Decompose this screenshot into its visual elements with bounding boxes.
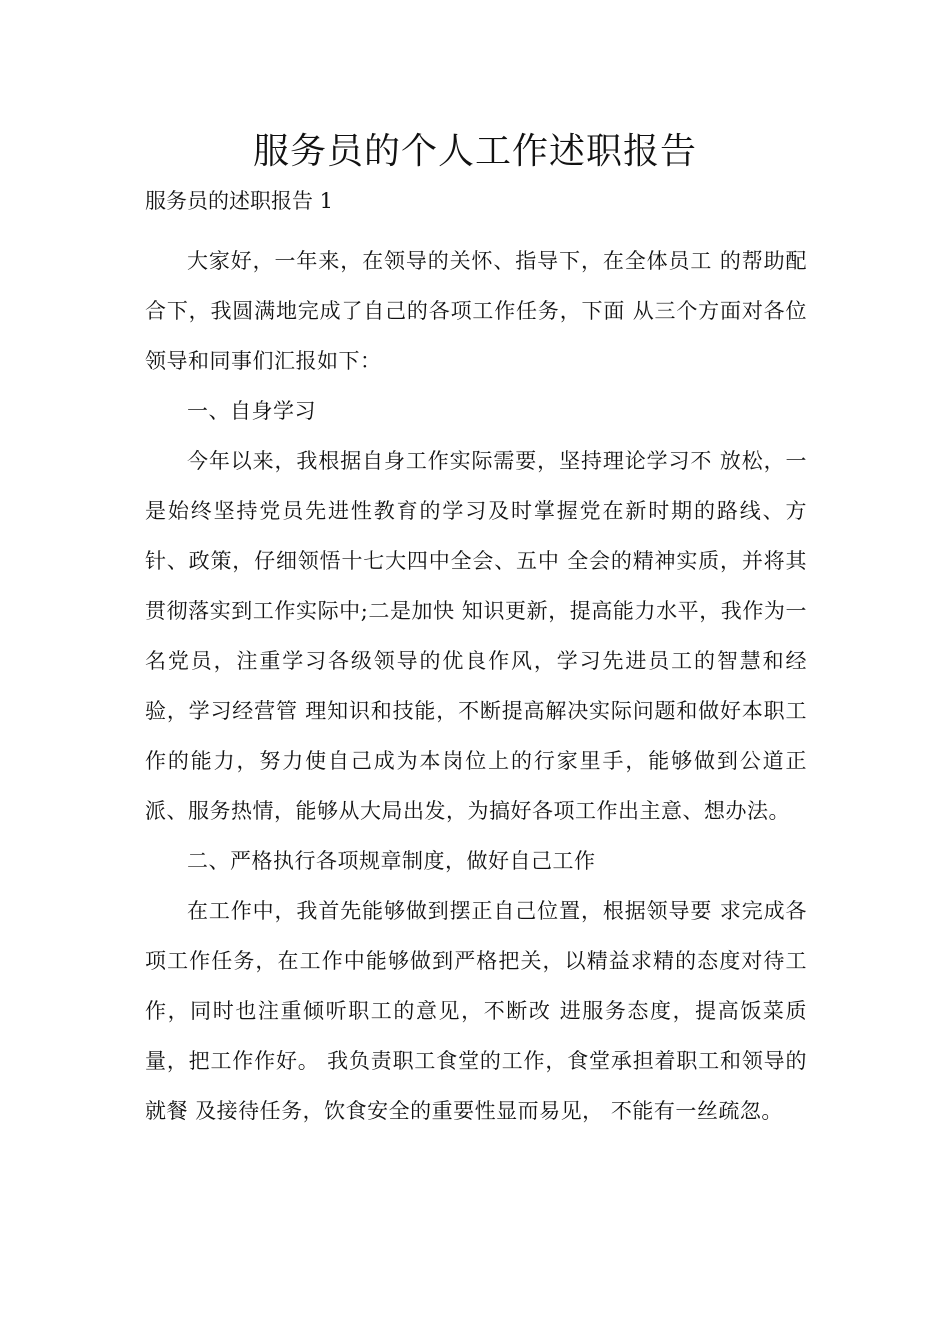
paragraph-self-study: 今年以来，我根据自身工作实际需要，坚持理论学习不 放松，一是始终坚持党员先进性教育的学习及时掌握党在新时期的路线、方针、政策，仔细领悟十七大四中全会、五中 全会的精神实质，并将其贯彻落实到工作实际中;二是加快 知识更新，提高能力水平，我作为一名党员，注重学习各级领导的优良作风，学习先进员工的智慧和经验，学习经营管 理知识和技能，不断提高解决实际问题和做好本职工作的能力，努力使自己成为本岗位上的行家里手，能够做到公道正派、服务热情，能够从大局出发，为搞好各项工作出主意、想办法。: [145, 449, 807, 823]
section-heading-2: 二、严格执行各项规章制度，做好自己工作: [187, 849, 596, 873]
document-subtitle: 服务员的述职报告 1: [145, 189, 334, 213]
document-title: 服务员的个人工作述职报告: [252, 131, 697, 172]
document-body: [145, 236, 807, 1136]
section-heading-1: 一、自身学习: [187, 399, 316, 423]
paragraph-intro: 大家好，一年来，在领导的关怀、指导下，在全体员工 的帮助配合下，我圆满地完成了自己的各项工作任务，下面 从三个方面对各位领导和同事们汇报如下：: [145, 249, 807, 373]
paragraph-work: 在工作中，我首先能够做到摆正自己位置，根据领导要 求完成各项工作任务，在工作中能够做到严格把关，以精益求精的态度对待工作，同时也注重倾听职工的意见，不断改 进服务态度，提高饭菜质量，把工作作好。 我负责职工食堂的工作，食堂承担着职工和领导的就餐 及接待任务，饮食安全的重要性显而易见， 不能有一丝疏忽。: [145, 899, 807, 1123]
